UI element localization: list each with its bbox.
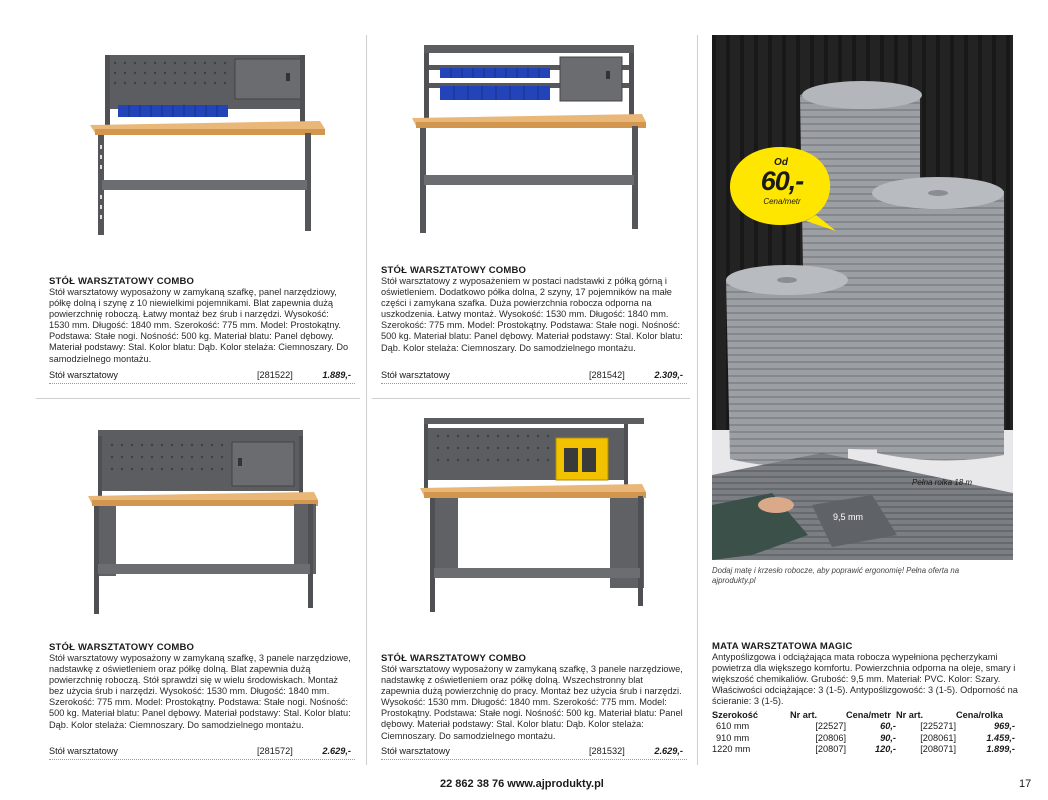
roll-caption: Pełna rolka 18 m (912, 478, 973, 487)
cell-article-roll: [208061] (920, 732, 956, 743)
price: 1.889,- (322, 370, 351, 380)
product-description: Stół warsztatowy wyposażony w zamykaną szafkę, 3 panele narzędziowe, nadstawkę z oświetleniem oraz półkę dolną. Blat zapewnia dużą powierzchnię roboczą. Stół sprawdzi się w wielu środowiskach. Montaż bez użycia śrub i narzędzi. Wysokość: 1530 mm. Długość: 1840 mm. Szerokość: 775 mm. Model: Prostokątny. Podstawa: Stałe nogi. Nośność: 500 kg. Materiał blatu: Panel dębowy. Materiał podstawy: Stal. Kolor blatu: Dąb. Kolor stelaża: Ciemnoszary. Do samodzielnego montażu. (49, 653, 351, 730)
cell-width: 1220 mm (712, 744, 751, 755)
cell-width: 610 mm (716, 721, 750, 732)
cell-article: [22527] (815, 721, 846, 732)
cell-price-meter: 120,- (875, 744, 896, 755)
product-title: STÓŁ WARSZTATOWY COMBO (49, 276, 195, 287)
workbench-image-1 (90, 55, 330, 240)
product-title: STÓŁ WARSZTATOWY COMBO (381, 653, 527, 664)
row-divider-middle (372, 398, 690, 399)
table-row (712, 721, 1015, 733)
cell-width: 910 mm (716, 732, 750, 743)
col-article-roll: Nr art. (896, 709, 924, 720)
dotted-leader (49, 759, 355, 760)
dotted-leader (49, 383, 355, 384)
workbench-image-2 (410, 45, 650, 240)
cell-price-roll: 1.459,- (986, 732, 1015, 743)
article-number: [281542] (589, 370, 625, 380)
item-label: Stół warsztatowy (381, 746, 450, 756)
price-line-2 (381, 370, 687, 382)
badge-unit: Cena/metr (763, 197, 801, 206)
table-row (712, 744, 1015, 756)
price-line-3 (49, 746, 355, 758)
article-number: [281532] (589, 746, 625, 756)
product-description: Stół warsztatowy wyposażony w zamykaną szafkę, panel narzędziowy, półkę dolną i szynę z 10 niewielkimi pojemnikami. Blat zapewnia dużą powierzchnię roboczą. Łatwy montaż bez śrub i narzędzi. Wysokość: 1530 mm. Długość: 1840 mm. Szerokość: 775 mm. Model: Prostokątny. Podstawa: Stałe nogi. Nośność: 500 kg. Materiał blatu: Panel dębowy. Materiał podstawy: Stal. Kolor blatu: Dąb. Kolor stelaża: Ciemnoszary. Do samodzielnego montażu. (49, 287, 349, 364)
col-width: Szerokość (712, 709, 758, 720)
row-divider-left (36, 398, 360, 399)
mat-note: Dodaj matę i krzesło robocze, aby poprawić ergonomię! Pełna oferta na ajprodukty.pl (712, 566, 960, 585)
badge-price: 60,- (760, 166, 804, 196)
col-price-roll: Cena/rolka (956, 709, 1003, 720)
item-label: Stół warsztatowy (381, 370, 450, 380)
item-label: Stół warsztatowy (49, 746, 118, 756)
price: 2.629,- (322, 746, 351, 756)
workbench-image-4 (420, 418, 660, 618)
article-number: [281522] (257, 370, 293, 380)
column-divider-2 (697, 35, 698, 765)
badge-from: Od (774, 157, 788, 168)
cell-article: [20807] (815, 744, 846, 755)
price-line-1 (49, 370, 355, 382)
price: 2.309,- (654, 370, 683, 380)
table-header-row (712, 709, 1015, 721)
article-number: [281572] (257, 746, 293, 756)
cell-article-roll: [225271] (920, 721, 956, 732)
table-row (712, 732, 1015, 744)
page-number: 17 (1019, 778, 1032, 790)
product-card-2 (381, 265, 687, 354)
mat-description: Antypoślizgowa i odciążająca mata robocza wypełniona pęcherzykami powietrza dla większego komfortu. Powierzchnia odporna na oleje, smary i większość chemikaliów. Grubość: 9,5 mm. Materiał: PVC. Kolor: Szary. Właściwości odciążające: 3 (1-5). Antypoślizgowość: 3 (1-5). Odporność na ścieranie: 3 (1-5). (712, 652, 1018, 707)
cell-price-meter: 60,- (880, 721, 896, 732)
mat-title: MATA WARSZTATOWA MAGIC (712, 641, 853, 652)
dotted-leader (381, 383, 687, 384)
product-description: Stół warsztatowy z wyposażeniem w postaci nadstawki z półką górną i oświetleniem. Dodatkowo półka dolna, 2 szyny, 17 pojemników na małe części i zamykana szafka. Duża powierzchnia robocza odporna na uszkodzenia. Łatwy montaż. Wysokość: 1530 mm. Długość: 1840 mm. Szerokość: 775 mm. Model: Prostokątny. Podstawa: Stałe nogi. Nośność: 500 kg. Materiał blatu: Panel dębowy. Materiał podstawy: Stal. Kolor blatu: Dąb. Kolor stelaża: Ciemnoszary. Do samodzielnego montażu. (381, 276, 683, 353)
col-article: Nr art. (790, 709, 818, 720)
product-description: Stół warsztatowy wyposażony w zamykaną szafkę, 3 panele narzędziowe, nadstawkę z oświetleniem oraz półkę dolną. Wszechstronny blat zapewnia dużą powierzchnię do pracy. Montaż bez użycia śrub i narzędzi. Wysokość: 1530 mm. Długość: 1840 mm. Szerokość: 775 mm. Model: Prostokątny. Podstawa: Stałe nogi. Nośność: 500 kg. Materiał blatu: Panel dębowy. Materiał podstawy: Stal. Kolor blatu: Dąb. Kolor stelaża: Ciemnoszary. Do samodzielnego montażu. (381, 664, 683, 741)
product-title: STÓŁ WARSZTATOWY COMBO (49, 642, 195, 653)
product-card-3 (49, 642, 355, 731)
cell-price-meter: 90,- (880, 732, 896, 743)
cell-article: [20806] (815, 732, 846, 743)
col-price-meter: Cena/metr (846, 709, 891, 720)
thickness-label: 9,5 mm (833, 512, 864, 522)
dotted-leader (381, 759, 687, 760)
price-line-4 (381, 746, 687, 758)
footer-contact[interactable]: 22 862 38 76 www.ajprodukty.pl (440, 778, 604, 790)
cell-price-roll: 969,- (994, 721, 1015, 732)
product-card-1 (49, 276, 355, 365)
product-card-4 (381, 653, 687, 742)
product-title: STÓŁ WARSZTATOWY COMBO (381, 265, 527, 276)
mat-price-table (712, 709, 1015, 755)
item-label: Stół warsztatowy (49, 370, 118, 380)
price: 2.629,- (654, 746, 683, 756)
cell-price-roll: 1.899,- (986, 744, 1015, 755)
workbench-image-3 (86, 430, 326, 620)
column-divider-1 (366, 35, 367, 765)
cell-article-roll: [208071] (920, 744, 956, 755)
